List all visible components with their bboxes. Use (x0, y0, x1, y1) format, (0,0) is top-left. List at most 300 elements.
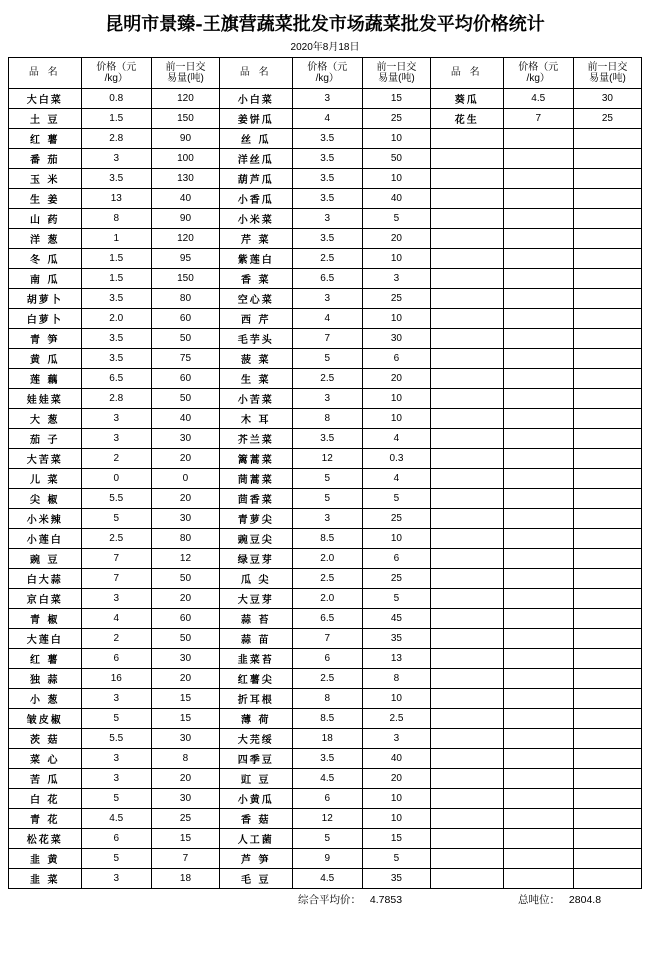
total-tonnage-value: 2804.8 (568, 894, 602, 906)
cell-volume-3: 25 (573, 109, 641, 129)
cell-price-2: 5 (292, 469, 362, 489)
cell-price-2: 18 (292, 729, 362, 749)
cell-price-1: 3 (81, 869, 151, 889)
cell-price-2: 3.5 (292, 429, 362, 449)
cell-name-2: 小苦菜 (219, 389, 292, 409)
page-title: 昆明市景臻-王旗营蔬菜批发市场蔬菜批发平均价格统计 (105, 14, 545, 35)
cell-volume-3 (573, 389, 641, 409)
cell-volume-1: 30 (151, 429, 219, 449)
cell-name-2: 毛芋头 (219, 329, 292, 349)
cell-volume-2: 20 (362, 229, 430, 249)
header-volume-line2: 易量(吨) (167, 73, 204, 84)
cell-volume-1: 120 (151, 89, 219, 109)
cell-volume-2: 0.3 (362, 449, 430, 469)
cell-price-1: 2.8 (81, 389, 151, 409)
cell-volume-1: 100 (151, 149, 219, 169)
table-row (9, 129, 642, 149)
cell-volume-2: 45 (362, 609, 430, 629)
cell-name-1: 红 薯 (9, 649, 82, 669)
cell-price-1: 7 (81, 569, 151, 589)
cell-price-2: 8 (292, 689, 362, 709)
cell-volume-1: 40 (151, 409, 219, 429)
cell-volume-1: 60 (151, 609, 219, 629)
cell-name-1: 玉 米 (9, 169, 82, 189)
cell-name-3 (430, 409, 503, 429)
header-name-3: 品 名 (430, 58, 503, 89)
cell-name-3 (430, 769, 503, 789)
cell-volume-1: 50 (151, 629, 219, 649)
cell-price-2: 2.5 (292, 249, 362, 269)
header-volume-line2: 易量(吨) (589, 73, 626, 84)
cell-name-2: 小米菜 (219, 209, 292, 229)
cell-price-3 (503, 729, 573, 749)
table-body (9, 89, 642, 889)
cell-name-1: 茄 子 (9, 429, 82, 449)
cell-price-1: 3.5 (81, 349, 151, 369)
cell-price-2: 8.5 (292, 709, 362, 729)
cell-volume-3 (573, 609, 641, 629)
cell-name-3 (430, 549, 503, 569)
cell-price-3 (503, 209, 573, 229)
cell-name-1: 大白菜 (9, 89, 82, 109)
table-row (9, 189, 642, 209)
cell-name-3 (430, 489, 503, 509)
cell-name-3 (430, 369, 503, 389)
cell-price-2: 7 (292, 629, 362, 649)
cell-price-2: 2.0 (292, 589, 362, 609)
cell-price-1: 3 (81, 409, 151, 429)
cell-price-3 (503, 249, 573, 269)
cell-name-3 (430, 349, 503, 369)
cell-volume-1: 80 (151, 529, 219, 549)
cell-price-3 (503, 409, 573, 429)
cell-name-3 (430, 849, 503, 869)
cell-price-3 (503, 689, 573, 709)
table-row (9, 769, 642, 789)
cell-volume-3 (573, 829, 641, 849)
cell-volume-3 (573, 469, 641, 489)
cell-name-2: 蒜 苗 (219, 629, 292, 649)
cell-volume-1: 30 (151, 729, 219, 749)
cell-price-1: 5 (81, 789, 151, 809)
cell-name-3 (430, 509, 503, 529)
cell-volume-2: 4 (362, 429, 430, 449)
cell-price-2: 9 (292, 849, 362, 869)
cell-price-2: 7 (292, 329, 362, 349)
cell-name-3 (430, 789, 503, 809)
cell-volume-2: 25 (362, 569, 430, 589)
cell-price-1: 6.5 (81, 369, 151, 389)
cell-price-3 (503, 789, 573, 809)
cell-price-3 (503, 549, 573, 569)
cell-price-3 (503, 629, 573, 649)
cell-name-3 (430, 389, 503, 409)
table-row (9, 749, 642, 769)
cell-price-1: 5.5 (81, 489, 151, 509)
cell-price-1: 3 (81, 769, 151, 789)
cell-name-1: 莲 藕 (9, 369, 82, 389)
cell-name-1: 茨 菇 (9, 729, 82, 749)
cell-name-2: 芹 菜 (219, 229, 292, 249)
cell-name-2: 蒜 苔 (219, 609, 292, 629)
cell-volume-1: 30 (151, 789, 219, 809)
cell-volume-3 (573, 669, 641, 689)
cell-price-3: 4.5 (503, 89, 573, 109)
cell-name-1: 白大蒜 (9, 569, 82, 589)
header-price-line1: 价格（元 (518, 61, 559, 73)
cell-volume-3 (573, 869, 641, 889)
cell-price-2: 3 (292, 209, 362, 229)
cell-name-2: 丝 瓜 (219, 129, 292, 149)
cell-price-2: 5 (292, 349, 362, 369)
cell-price-1: 2.5 (81, 529, 151, 549)
cell-name-2: 空心菜 (219, 289, 292, 309)
cell-name-1: 皱皮椒 (9, 709, 82, 729)
cell-volume-3 (573, 849, 641, 869)
cell-price-1: 3.5 (81, 329, 151, 349)
cell-name-2: 紫莲白 (219, 249, 292, 269)
cell-price-2: 2.5 (292, 669, 362, 689)
cell-price-1: 1 (81, 229, 151, 249)
cell-volume-3 (573, 449, 641, 469)
cell-price-3 (503, 349, 573, 369)
cell-name-3 (430, 669, 503, 689)
cell-volume-3 (573, 489, 641, 509)
cell-name-2: 葫芦瓜 (219, 169, 292, 189)
cell-name-2: 香 菜 (219, 269, 292, 289)
table-row (9, 809, 642, 829)
cell-price-3 (503, 709, 573, 729)
cell-volume-3 (573, 149, 641, 169)
total-tonnage-summary (518, 892, 601, 907)
cell-name-1: 土 豆 (9, 109, 82, 129)
table-row (9, 829, 642, 849)
cell-price-1: 0 (81, 469, 151, 489)
cell-price-1: 5.5 (81, 729, 151, 749)
cell-price-2: 3 (292, 89, 362, 109)
cell-name-3 (430, 569, 503, 589)
cell-price-2: 8 (292, 409, 362, 429)
table-row (9, 209, 642, 229)
cell-volume-2: 25 (362, 289, 430, 309)
cell-volume-2: 5 (362, 849, 430, 869)
cell-name-3 (430, 449, 503, 469)
table-row (9, 309, 642, 329)
cell-price-2: 6 (292, 789, 362, 809)
cell-name-3 (430, 649, 503, 669)
header-price-1 (81, 58, 151, 89)
cell-price-1: 2 (81, 449, 151, 469)
cell-name-1: 小米辣 (9, 509, 82, 529)
cell-price-3 (503, 669, 573, 689)
cell-name-1: 大莲白 (9, 629, 82, 649)
cell-volume-1: 25 (151, 809, 219, 829)
cell-name-1: 黄 瓜 (9, 349, 82, 369)
cell-name-2: 茴香菜 (219, 489, 292, 509)
cell-name-2: 绿豆芽 (219, 549, 292, 569)
cell-name-3 (430, 689, 503, 709)
cell-volume-3 (573, 229, 641, 249)
cell-price-3 (503, 309, 573, 329)
cell-volume-1: 50 (151, 329, 219, 349)
cell-name-2: 大芫绥 (219, 729, 292, 749)
cell-name-1: 青 椒 (9, 609, 82, 629)
cell-volume-2: 10 (362, 169, 430, 189)
cell-name-2: 折耳根 (219, 689, 292, 709)
cell-name-1: 番 茄 (9, 149, 82, 169)
cell-volume-3 (573, 349, 641, 369)
cell-price-3 (503, 649, 573, 669)
cell-volume-2: 10 (362, 689, 430, 709)
cell-name-2: 洋丝瓜 (219, 149, 292, 169)
cell-name-3: 花生 (430, 109, 503, 129)
cell-price-3 (503, 869, 573, 889)
cell-name-2: 木 耳 (219, 409, 292, 429)
cell-volume-2: 10 (362, 809, 430, 829)
table-row (9, 669, 642, 689)
cell-name-3 (430, 609, 503, 629)
cell-volume-1: 50 (151, 569, 219, 589)
cell-price-3 (503, 589, 573, 609)
cell-name-1: 京白菜 (9, 589, 82, 609)
cell-price-3 (503, 449, 573, 469)
average-price-label: 综合平均价： (298, 894, 361, 906)
page-date: 2020年8月18日 (290, 42, 360, 53)
cell-volume-1: 7 (151, 849, 219, 869)
cell-name-2: 小黄瓜 (219, 789, 292, 809)
cell-price-2: 12 (292, 449, 362, 469)
cell-price-2: 2.0 (292, 549, 362, 569)
cell-volume-2: 5 (362, 489, 430, 509)
cell-price-1: 4 (81, 609, 151, 629)
average-price-value: 4.7853 (369, 894, 403, 906)
cell-volume-1: 60 (151, 369, 219, 389)
cell-price-2: 3.5 (292, 189, 362, 209)
cell-volume-2: 10 (362, 789, 430, 809)
cell-volume-1: 130 (151, 169, 219, 189)
cell-volume-3 (573, 209, 641, 229)
cell-volume-1: 20 (151, 489, 219, 509)
table-row (9, 349, 642, 369)
table-row (9, 609, 642, 629)
cell-name-2: 姜饼瓜 (219, 109, 292, 129)
cell-price-2: 12 (292, 809, 362, 829)
cell-name-1: 松花菜 (9, 829, 82, 849)
cell-price-3 (503, 269, 573, 289)
cell-price-2: 3 (292, 389, 362, 409)
cell-price-3 (503, 809, 573, 829)
cell-price-3 (503, 169, 573, 189)
cell-volume-2: 25 (362, 509, 430, 529)
cell-volume-2: 10 (362, 409, 430, 429)
cell-volume-3 (573, 369, 641, 389)
table-row (9, 509, 642, 529)
cell-price-3 (503, 469, 573, 489)
cell-volume-2: 10 (362, 249, 430, 269)
cell-name-3 (430, 209, 503, 229)
cell-name-1: 韭 黄 (9, 849, 82, 869)
cell-price-2: 6.5 (292, 269, 362, 289)
cell-price-1: 5 (81, 709, 151, 729)
cell-name-1: 胡萝卜 (9, 289, 82, 309)
header-price-3 (503, 58, 573, 89)
cell-name-3 (430, 129, 503, 149)
cell-price-3 (503, 289, 573, 309)
cell-volume-2: 30 (362, 329, 430, 349)
table-row (9, 469, 642, 489)
cell-price-1: 3 (81, 589, 151, 609)
cell-price-2: 4 (292, 109, 362, 129)
cell-name-3 (430, 809, 503, 829)
cell-name-3 (430, 149, 503, 169)
cell-name-3 (430, 589, 503, 609)
table-row (9, 529, 642, 549)
cell-name-1: 小莲白 (9, 529, 82, 549)
cell-volume-3 (573, 309, 641, 329)
cell-price-1: 4.5 (81, 809, 151, 829)
cell-price-2: 8.5 (292, 529, 362, 549)
cell-volume-1: 50 (151, 389, 219, 409)
cell-price-3 (503, 329, 573, 349)
cell-price-2: 2.5 (292, 569, 362, 589)
cell-volume-3 (573, 789, 641, 809)
cell-name-2: 毛 豆 (219, 869, 292, 889)
cell-name-3 (430, 169, 503, 189)
total-tonnage-label: 总吨位： (518, 894, 560, 906)
cell-price-1: 1.5 (81, 249, 151, 269)
cell-name-1: 南 瓜 (9, 269, 82, 289)
cell-price-2: 4 (292, 309, 362, 329)
cell-price-1: 3.5 (81, 289, 151, 309)
cell-name-2: 大豆芽 (219, 589, 292, 609)
cell-volume-2: 15 (362, 89, 430, 109)
cell-price-1: 8 (81, 209, 151, 229)
cell-name-2: 西 芹 (219, 309, 292, 329)
cell-name-2: 瓜 尖 (219, 569, 292, 589)
cell-volume-2: 20 (362, 769, 430, 789)
table-row (9, 569, 642, 589)
cell-name-2: 篱蒿菜 (219, 449, 292, 469)
cell-volume-3 (573, 729, 641, 749)
cell-volume-1: 20 (151, 669, 219, 689)
cell-name-1: 苦 瓜 (9, 769, 82, 789)
cell-name-1: 尖 椒 (9, 489, 82, 509)
cell-name-2: 豌豆尖 (219, 529, 292, 549)
cell-name-3 (430, 709, 503, 729)
cell-volume-3: 30 (573, 89, 641, 109)
cell-name-3 (430, 289, 503, 309)
header-volume-line1: 前一日交 (165, 61, 206, 73)
cell-name-2: 四季豆 (219, 749, 292, 769)
cell-price-2: 3 (292, 289, 362, 309)
cell-volume-2: 3 (362, 269, 430, 289)
cell-volume-2: 6 (362, 349, 430, 369)
cell-volume-3 (573, 329, 641, 349)
cell-volume-2: 15 (362, 829, 430, 849)
cell-name-2: 菠 菜 (219, 349, 292, 369)
cell-volume-2: 10 (362, 529, 430, 549)
table-header (9, 58, 642, 89)
cell-volume-1: 30 (151, 649, 219, 669)
cell-volume-3 (573, 249, 641, 269)
cell-volume-1: 40 (151, 189, 219, 209)
cell-volume-1: 80 (151, 289, 219, 309)
cell-name-2: 青萝尖 (219, 509, 292, 529)
cell-price-1: 1.5 (81, 109, 151, 129)
cell-volume-3 (573, 689, 641, 709)
cell-price-2: 6.5 (292, 609, 362, 629)
header-price-2 (292, 58, 362, 89)
cell-price-1: 0.8 (81, 89, 151, 109)
header-price-line1: 价格（元 (307, 61, 348, 73)
cell-price-2: 3.5 (292, 229, 362, 249)
cell-name-3 (430, 469, 503, 489)
cell-volume-1: 18 (151, 869, 219, 889)
cell-name-1: 韭 菜 (9, 869, 82, 889)
cell-volume-1: 20 (151, 769, 219, 789)
cell-volume-3 (573, 189, 641, 209)
cell-price-2: 5 (292, 829, 362, 849)
cell-name-1: 青 笋 (9, 329, 82, 349)
table-row (9, 649, 642, 669)
cell-name-2: 薄 荷 (219, 709, 292, 729)
cell-name-3 (430, 269, 503, 289)
cell-volume-2: 8 (362, 669, 430, 689)
cell-name-2: 香 菇 (219, 809, 292, 829)
cell-price-3 (503, 389, 573, 409)
cell-price-2: 4.5 (292, 769, 362, 789)
cell-volume-3 (573, 129, 641, 149)
header-price-line2: /kg） (315, 73, 339, 84)
cell-price-2: 3.5 (292, 169, 362, 189)
cell-volume-2: 10 (362, 129, 430, 149)
cell-volume-3 (573, 589, 641, 609)
cell-price-2: 2.5 (292, 369, 362, 389)
cell-name-2: 生 菜 (219, 369, 292, 389)
table-header-row (9, 58, 642, 89)
cell-volume-3 (573, 289, 641, 309)
table-row (9, 389, 642, 409)
cell-price-1: 2.8 (81, 129, 151, 149)
cell-volume-2: 40 (362, 749, 430, 769)
table-row (9, 89, 642, 109)
cell-price-3 (503, 529, 573, 549)
cell-volume-2: 5 (362, 209, 430, 229)
table-row (9, 409, 642, 429)
cell-volume-1: 75 (151, 349, 219, 369)
cell-name-1: 小 葱 (9, 689, 82, 709)
cell-price-3 (503, 749, 573, 769)
cell-price-1: 6 (81, 829, 151, 849)
cell-volume-3 (573, 629, 641, 649)
cell-name-3 (430, 329, 503, 349)
cell-name-2: 豇 豆 (219, 769, 292, 789)
cell-price-1: 3 (81, 749, 151, 769)
cell-name-1: 白 花 (9, 789, 82, 809)
cell-price-2: 4.5 (292, 869, 362, 889)
cell-name-1: 菜 心 (9, 749, 82, 769)
cell-volume-3 (573, 169, 641, 189)
cell-volume-3 (573, 769, 641, 789)
table-row (9, 249, 642, 269)
cell-price-2: 3.5 (292, 129, 362, 149)
cell-volume-2: 2.5 (362, 709, 430, 729)
table-row (9, 289, 642, 309)
cell-price-1: 3 (81, 429, 151, 449)
cell-volume-3 (573, 649, 641, 669)
cell-volume-3 (573, 509, 641, 529)
cell-name-3 (430, 729, 503, 749)
